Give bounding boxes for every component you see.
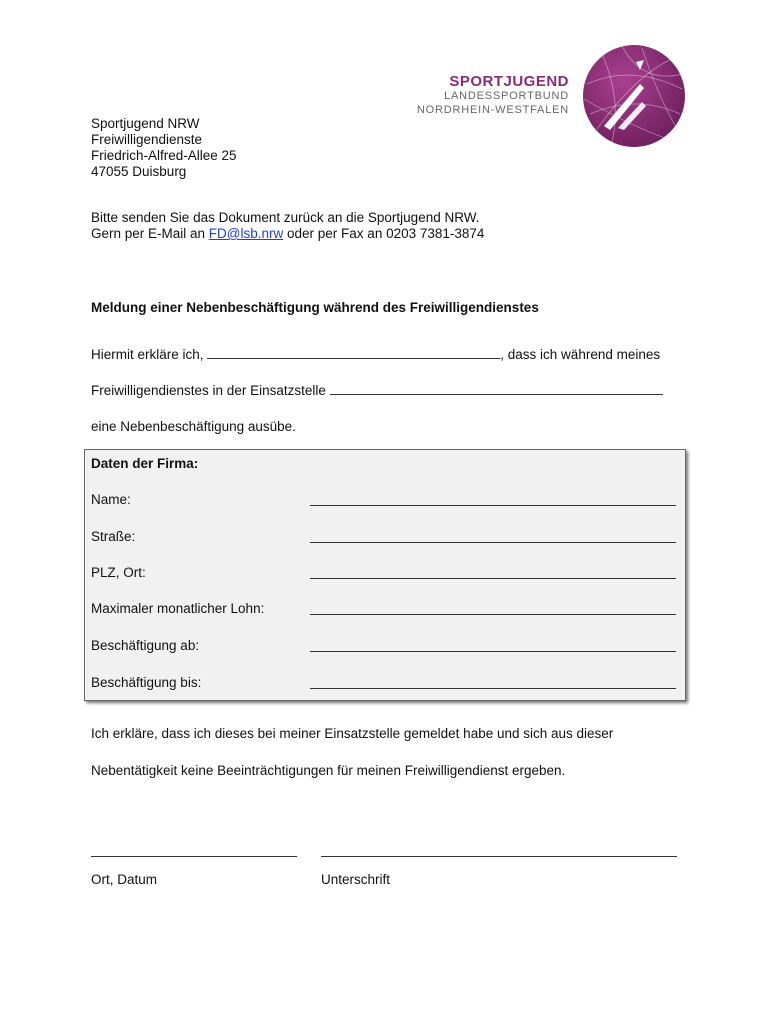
declaration-text: Hiermit erkläre ich, [91, 347, 208, 362]
firma-name-field[interactable] [310, 505, 676, 506]
place-date-field[interactable] [91, 856, 297, 857]
recipient-address [91, 116, 237, 180]
firma-field-label: Beschäftigung ab: [91, 638, 200, 653]
address-line: Freiwilligendienste [91, 132, 203, 147]
email-link[interactable]: FD@lsb.nrw [208, 226, 284, 241]
confirmation-line-2: Nebentätigkeit keine Beeinträchtigungen für meinen Freiwilligendienst ergeben. [91, 763, 566, 778]
firma-end-date-field[interactable] [310, 688, 676, 689]
address-line: Friedrich-Alfred-Allee 25 [91, 148, 237, 163]
instructions-suffix: oder per Fax an 0203 7381-3874 [283, 226, 485, 241]
logo-main-text: SPORTJUGEND [449, 73, 569, 90]
instructions-line-1: Bitte senden Sie das Dokument zurück an die Sportjugend NRW. [91, 210, 480, 225]
name-blank-field[interactable] [207, 346, 500, 359]
logo-sub-text-1: LANDESSPORTBUND [444, 90, 569, 102]
einsatzstelle-blank-field[interactable] [330, 382, 663, 395]
address-line: 47055 Duisburg [91, 164, 187, 179]
declaration-line-3: eine Nebenbeschäftigung ausübe. [91, 419, 296, 434]
logo-sub-text-2: NORDRHEIN-WESTFALEN [416, 103, 569, 116]
signature-field[interactable] [321, 856, 677, 857]
firma-start-date-field[interactable] [310, 651, 676, 652]
firma-field-label: PLZ, Ort: [91, 565, 146, 580]
instructions-prefix: Gern per E-Mail an [91, 226, 209, 241]
sportjugend-logo-icon [582, 44, 686, 148]
place-date-label: Ort, Datum [91, 872, 158, 887]
declaration-text: , dass ich während meines [500, 347, 661, 362]
firma-field-label: Maximaler monatlicher Lohn: [91, 601, 265, 616]
firma-field-label: Straße: [91, 529, 136, 544]
confirmation-line-1: Ich erkläre, dass ich dieses bei meiner Einsatzstelle gemeldet habe und sich aus dieser [91, 726, 614, 741]
logo-wordmark [417, 73, 569, 117]
firma-heading: Daten der Firma: [91, 456, 199, 471]
declaration-text: Freiwilligendienstes in der Einsatzstelle [91, 383, 330, 398]
instructions [91, 210, 484, 242]
form-title: Meldung einer Nebenbeschäftigung während des Freiwilligendienstes [91, 300, 539, 315]
firma-field-label: Beschäftigung bis: [91, 675, 202, 690]
declaration-line-1 [91, 346, 660, 363]
instructions-line-2 [91, 226, 484, 242]
signature-label: Unterschrift [321, 872, 391, 887]
firma-city-field[interactable] [310, 578, 676, 579]
address-line: Sportjugend NRW [91, 116, 200, 131]
firma-data-box [84, 449, 686, 701]
firma-street-field[interactable] [310, 542, 676, 543]
declaration-line-2 [91, 382, 663, 399]
firma-wage-field[interactable] [310, 614, 676, 615]
firma-field-label: Name: [91, 492, 131, 507]
